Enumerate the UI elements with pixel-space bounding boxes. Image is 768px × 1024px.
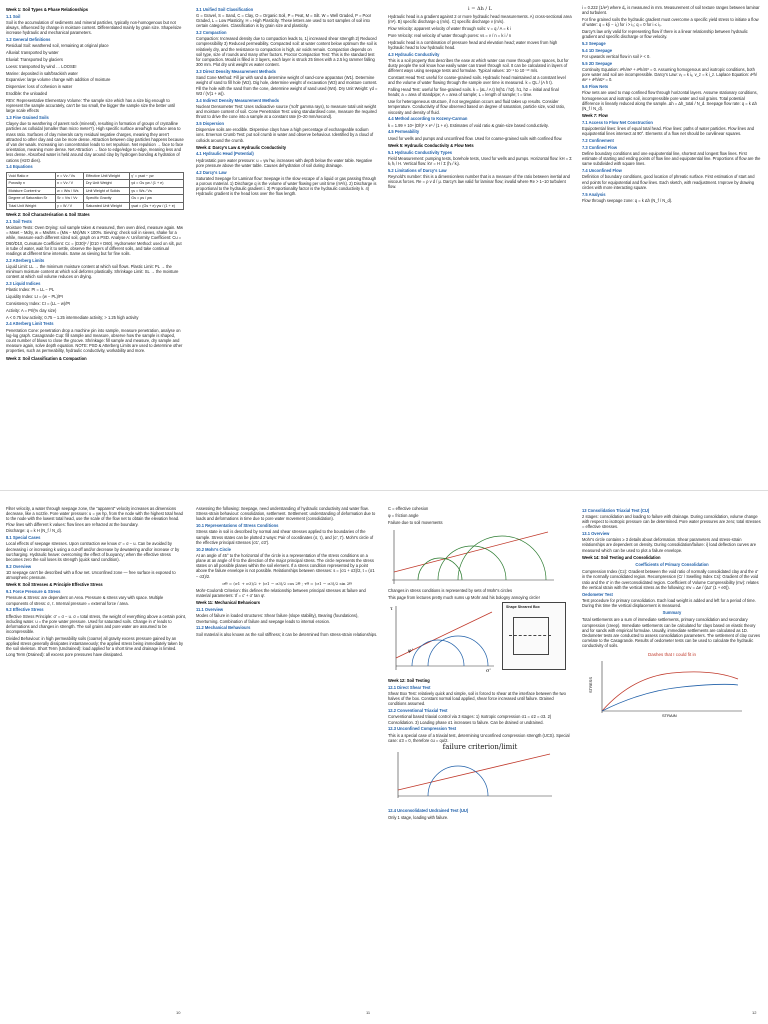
section-conductivity-types-text: Field Measurement: pumping tests, borehole tests, Used for wells and pumps. Horizontal flow: kH = Σ kᵢ hᵢ / H. Vertical flow: kV = H / Σ (hᵢ / kᵢ). [388,155,572,166]
week7-title: Week 7: Flow [582,113,608,119]
section-indices-heading: 2.3 Liquid Indices [6,281,41,287]
falling-head-text: Falling Head Test: useful for fine-grained soils. k = (aL / A t) ln(h1 / h2). h1, h2 = initial and final heads; a = area of standpipe; A = area of sample; L = length of sample; t = time. [388,87,559,98]
section-direct-density-heading: 3.3 Direct Density Measurement Methods [196,68,276,74]
section-confined-flow-text: Define boundary conditions and one equipotential line, shortest and longest flow lines. First estimate of starting and ending points of flow line and equipotential line. Proportions of flow are the same subdivided with square lines. [582,150,761,167]
shear-box-diagram [502,602,566,670]
mohr-circle [428,636,488,666]
coefficients-text: Compression Index (Cc): Gradient between the void ratio of normally consolidated clay and the σ' in the normally consolidated region. Recompression (Cr / Swelling Index Cs): Gradient of the void ratio and the σ' in the overconsolidated region. Coefficient of Volume Compressibility (mv): relates the vertical strain with the vertical stress as the following: mv = Δe / (Δσ' (1 + e0)). [582,569,759,590]
week12-title: Week 12: Soil Testing [388,677,430,683]
sigma-axis-label: σ' [486,667,491,674]
definition-item: Expansive: large volume change with addition of moisture [6,77,111,83]
week1-title: Week 1: Soil Types & Phase Relationships [6,7,88,12]
definition-item: Residual Soil: weathered soil, remaining at original place [6,43,109,49]
text-block: Use for heterogeneous structure, if not segregation occurs and fluid takes up results. Consider temperature. Conductivity of flow observed based on degree of saturation, particle size, void ratio, viscosity and density of fluid. [388,99,566,115]
section-conductivity-types-heading: 5.1 Hydraulic Conductivity Types [388,149,453,155]
mohr-circle [438,546,506,580]
definition-item: Marine: deposited in salt/brackish water [6,70,78,76]
bottom-column-3 [388,506,572,1016]
section-indirect-density-heading: 3.4 Indirect Density Measurement Methods [196,97,280,103]
section-direct-shear-heading: 12.1 Direct Shear Test [388,684,431,690]
section-usc-text: G = Gravel, S = Sand, C = Clay, O = Organic Soil, P = Peat, M = Silt. W = Well Graded, P = Poor Graded, L = Low Plasticity, H = High Plasticity. These letters are used to sort samples of soil into certain categories. Classification is by grain size and plasticity. [196,12,372,29]
top-column-3 [388,5,572,485]
equations-table [6,172,184,211]
definition-item: Loess: transported by wind … LOOSE! [6,63,77,69]
failure-envelope-line [394,532,548,572]
constant-head-text: Constant Head Test: useful for coarse-grained soils. Hydraulic head maintained at a constant level and the volume of water flowing through the sample over time is measured. k = QL / (A h t). [388,75,566,86]
tau-axis-label: τ [390,605,393,612]
section-equations-heading: 1.4 Equations [6,164,33,170]
section-mech-overview-heading: 11.1 Overview [196,607,224,613]
section-direct-density-text: Sand Cone Method: Fill jar with sand & determine weight of sand-cone apparatus (W1). Determine weight of sand to fill hole (W2). Dig hole, determine weight of excavation (W3) and moisture content. Fill the hole with the sand from the cone, determine weight of sand used (W4). Dry Unit Weight: γd = W3 / (V(1 + w)). [196,75,378,96]
section-mech-overview-text: Modes of failure in loaded structures: Shear failure (slope stability), Bearing (foundations), Overturning. Combination of failure and seepage leads to internal erosion. [196,613,359,624]
text-block: Filter velocity, a water through seepage zone, the "apparent" velocity increases as dimensions decrease, like a nozzle. Pore water pressure: u = γw hp, from the node with the highest total head to the node with the lowest total head, use the scale of the flow net to obtain the elevation head. Flow lines with different k values: flow lines are refracted at the boundary. [6,506,183,527]
page-number: 12 [752,1010,757,1015]
section-soil-tests-heading: 2.1 Soil Tests [6,218,32,224]
y-axis-label: STRESS [588,676,593,693]
section-seepage-heading: 5.3 Seepage [582,41,606,46]
failure-label: Failure due to soil movements [388,519,443,525]
friction-angle-label: φ = friction angle [388,512,419,518]
section-dispersion-text: Dispersive soils are erodible. Dispersive clays have a high percentage of exchangeable sodium ions. Emerson Crumb Test: put soil crumb in water and observe behaviour. Identified by a cloud of colloids around the crumb. [196,127,374,143]
section-triaxial-text: Conventional based triaxial control via 3 stages: 1) Isotropic compression σ1 = σ2 = σ3. 2) Consolidation. 3) Loading phase σ1 increases to failure. Can be drained or undrained. [388,714,552,725]
gradient-equation: i = Δh / L [468,6,492,12]
shear-box-title: Shape Sheared Box [506,604,540,609]
text-block: Discharge: q = k H (N_f / N_d). [6,528,63,534]
definition-item: Eluvial: Transported by glaciers [6,56,63,62]
section-cu-overview-text: Mohr's circle contains ≥ 3 details about deformation. Shear parameters and stress-strain relationships are dependent on density. During consolidation/failure: i) load deflection curves are measured which can be used to plot a failure envelope. [582,537,757,553]
section-ucs-text: This is a special case of a triaxial test, determining Unconfined compression strength (UCS). Special case: σ3 = 0, therefore cu = qu/2. [388,732,570,743]
top-column-2 [196,5,378,485]
section-flow-net-construction-text: Equipotential lines: lines of equal total head. Flow lines: paths of water particles. Flow lines and equipotential lines intersect at 90°. Elements of a flow net should be curvilinear squares. [582,126,755,137]
table-row: Porosity n n = Vv / V Dry Unit Weight γd = Gs γw / (1 + e) [7,180,184,188]
section-cu-text: 2 stages: consolidation and loading to failure with drainage. During consolidation, volume change with respect to isotropic pressure can be determined. Pore water pressures are zero; total stresses = effective stresses. [582,513,761,530]
section-flow-nets-text: Flow nets are used to map confined flow through horizontal layers. Assume stationary conditions, homogeneous and isotropic soil, incompressible pore water and soil grains. Total potential difference is linearly reduced along the sample. Δh = Δh_total / N_d. Seepage flow rate: q = k Δh (N_f / N_d). [582,90,758,111]
week5-title: Week 5: Hydraulic Conductivity & Flow Nets [388,142,474,148]
section-ucs-heading: 12.3 Unconfined Compression Test [388,726,457,732]
table-row: Total Unit Weight γ = W / V Saturated Unit Weight γsat = (Gs + e) γw / (1 + e) [7,202,184,210]
table-row: Moisture Content w w = Ww / Ws Unit Weight of Solids γs = Ws / Vs [7,187,184,195]
section-darcy-limitations-heading: 5.2 Limitations of Darcy's Law [388,167,447,173]
section-triaxial-heading: 12.2 Conventional Triaxial Test [388,708,448,714]
mohr-circles-figure [388,526,572,588]
section-direct-shear-text: Shear Box Test: relatively quick and simple, soil is forced to shear at the interface between the two halves of the box. Constant normal load applied, shear force increased until failure. Drained conditions assumed. [388,690,566,707]
section-kozeny-heading: 4.4 Method according to Kozeny-Carman [388,116,468,122]
section-2d-seepage-heading: 5.5 2D Seepage [582,60,613,66]
section-limit-tests-heading: 2.4 Atterberg Limit Tests [6,321,54,327]
section-stress-conditions-text: Stress state in soil is described by normal and shear stresses applied to the boundaries of the sample. Stress states can be plotted 2 ways: Pair of coordinates (σ, τ), and (σ', τ'). Mohr's circle of the effective principal stresses (σ1', σ3'). [196,529,374,545]
section-special-cases-text: Local effects of seepage stresses. Upon contraction we know σ' = σ − u. Can be avoided by decreasing i or increasing k using a cut-off and/or decrease by dewatering and/or increase σ' by surcharging. Hydraulic heave: overcoming the effect of buoyancy; when the effective stress becomes zero the soil loses its strength (quick sand condition). [6,541,180,563]
definition-item: Dispersive: loss of cohesion in water [6,84,73,90]
section-special-cases-heading: 8.1 Special Cases [6,535,41,541]
index-item: Consistency Index: CI = (LL − w)/PI [6,300,71,306]
text-block: i = 0.222 (1/e²) where dₚ is measured in mm. Measurement of soil texture ranges between laminar and turbulent. [582,5,760,16]
index-item: Activity: A = PI/(% clay size) [6,307,57,313]
pore-velocity-text: Pore Velocity: real velocity of water through pores: vs = v / n = k i / n [388,33,512,38]
section-1d-seepage-heading: 5.4 1D Seepage [582,47,613,53]
section-effective-stress-text: Effective Stress Principle: σ' = σ − u. σ = total stress, the weight of everything above a certain point, including water. u = the pore water pressure. Used for saturated soils. Change in σ' leads to deformations and changes in strength. The soil grains and pore water are assumed to be incompressible. [6,613,186,635]
section-atterberg-heading: 2.2 Atterberg Limits [6,257,45,263]
shear-box-split [509,635,551,636]
section-hydraulic-head-heading: 4.1 Hydraulic Head (Potential) [196,151,254,157]
section-1d-seepage-text: For upwards vertical flow in soil iᶜ < 0. [582,53,651,59]
table-row: Degree of Saturation Sr Sr = Vw / Vv Specific Gravity Gs = ρs / ρw [7,195,184,203]
section-mech-behaviours-text: Soil material is also known as the soil stiffness; it can be determined from stress-strain relationships. [196,631,378,637]
section-overview-heading: 8.2 Overview [6,563,32,569]
summary-text: Total settlements are a sum of immediate settlements, primary consolidation and secondary compression (creep). Immediate settlements can be calculated for clays based on elastic theory and for sands with empirical formulae. Usually, immediate settlements are calculated as 1D. Oedometer tests are conducted to assess consolidation parameters. The settlement of clay curves correlate to the Casagrande. Results of oedometer tests can be used to calculate the hydraulic conductivity of soils. [582,617,761,649]
definition-item: Erodible: the unloaded [6,90,47,96]
section-usc-heading: 3.1 Unified Soil Classification [196,6,254,12]
section-confinement-heading: 7.2 Confinement [582,138,614,144]
bottom-column-4 [582,506,762,1016]
coefficients-title: Coefficients of Primary Consolidation [635,561,709,567]
bottom-column-1 [6,506,186,1016]
section-cu-heading: 13 Consolidation Triaxial Test (CU) [582,507,650,513]
page-number: 11 [366,1010,371,1015]
section-mohr-heading: 10.2 Mohr's Circle [196,546,231,552]
figure-caption: Changes in stress conditions is represented by sets of Mohr's circles [388,588,513,594]
bottom-column-2 [196,506,378,1016]
section-analysis-heading: 7.5 Analysis [582,191,606,197]
text-block: Assessing the following: Seepage, need understanding of hydraulic conductivity and water flow. Stress-strain behaviour: consolidation, settlement. Settlement: understanding of deformation due to loads and deformations in time due to pore water movement (consolidation). [196,506,376,522]
index-item: Plastic Index: PI = LL − PL [6,287,55,293]
section-flow-net-construction-heading: 7.1 Access to Flow Net Construction [582,119,653,125]
section-effective-stress-heading: 9.2 Effective Stress [6,607,44,613]
section-conductivity-heading: 4.3 Hydraulic Conductivity [388,51,440,57]
text-block: This page from lectures pretty much sums up Mohr and his bologny annoying circle! [388,595,540,601]
section-force-pressure-heading: 9.1 Force Pressure & Stress [6,589,61,595]
section-flow-nets-heading: 5.6 Flow Nets [582,84,609,90]
mohr-circle [458,536,546,580]
section-hydraulic-head-text: Hydrostatic pore water pressure: u = γw hw, increases with depth below the water table. Negative pore pressure above the water table. Causes dehydration of soil during drainage. [196,157,373,168]
stress-strain-curve [602,684,738,711]
section-force-pressure-text: Pressure & Stress: are dependent on Area. Pressure & stress vary with space. Multiple components of stress: σ, τ. Internal pressure = external force / area. [6,595,164,606]
stress-strain-curve [602,672,738,711]
dashes-figure [582,652,762,722]
section-stress-conditions-heading: 10.1 Representations of Stress Conditions [196,523,279,529]
section-unconfined-flow-heading: 7.4 Unconfined Flow [582,168,622,174]
top-column-1 [6,5,184,485]
text-block: Hydraulic head is a combination of pressure head and elevation head; water moves from high hydraulic head to low hydraulic head. [388,39,558,50]
section-permeability-heading: 4.5 Permeability [388,129,420,135]
week11-title: Week 11: Mechanical Behaviours [196,600,261,606]
flow-velocity-text: Flow Velocity: apparent velocity of water through soils: v = q / A = k i [388,26,511,32]
definitions-list [6,43,184,113]
index-item: A < 0.75 low activity; 0.75 – 1.25 intermediate activity; > 1.25 high activity [6,314,139,320]
section-confined-flow-heading: 7.3 Confined Flow [582,144,618,150]
cohesion-label: C = effective cohesion [388,506,429,511]
section-oedometer-text: Test procedure for primary consolidation. Each load weight is added and left for a period of time. During this time the vertical displacement is measured. [582,597,756,608]
section-limit-tests-text: Penetration Cone: penetration drop a machine pin into sample, measure penetration, analyse on log-log graph. Casagrande Cup: fill sample and measure, observe how the sample is shaped, count number of blows to close the groove. Shrinkage: fill sample and measure, dry sample and measure again, solve depth equation. NOTE: PSD & Atterberg Limits are used to determine other properties, such as permeability, hydraulic conductivity, workability and more. [6,327,183,354]
section-darcy-text: Saturated Seepage for Laminar flow: Seepage is the slow escape of a liquid or gas passing through a porous material. 1) Discharge q is the volume of water flowing per unit time (m³/s). 2) Discharge is proportional to the hydraulic gradient i. 3) Proportionality factor is the hydraulic conductivity k. 4) Hydraulic gradient is the head loss over the flow length. [196,175,377,197]
failure-criterion-svg [388,602,498,674]
definition-item: Alluvial: transported by water [6,50,59,56]
section-soil-text: Soil is the accumulation of sediments and mineral particles, typically non-homogenous but not always, influenced by change in moisture content. Differentiated mainly by grain size. Shape/size increase hydraulic and mechanical parameters. [6,19,182,36]
text-block: For fine grained soils the hydraulic gradient must overcome a specific yield stress to initiate a flow of water: q = k(i − i₀) for i > i₀; q = 0 for i ≤ i₀. [582,17,759,28]
section-cu-overview-heading: 13.1 Overview [582,530,610,536]
week9-title: Week 9: Soil Stresses & Principle Effective Stress [6,582,103,588]
failure-chart-title: failure criterion/limit [442,742,518,751]
section-atterberg-text: Liquid Limit: LL → the minimum moisture content at which soil flows. Plastic Limit: PL → the minimum moisture content at which soil deforms plastically. Shrinkage Limit: SL → the moisture content at which soil volume reduces on drying. [6,263,179,280]
text-block: Mohr-Coulomb Criterion: this defines the relationship between principal stresses at failure and material parameters: τf = c' + σ' tan φ'. [196,588,366,599]
text-block: Divided Behaviour: in high permeability soils (coarse) all gravity excess pressure gained by an applied stress generally dissipates instantaneously; the applied stress being immediately taken by the soil skeleton. Short Term (Undrained): load applied for a short time and drainage is limited. Long Term (Drained): all excess pore pressures have dissipated. [6,635,184,657]
section-soil-heading: 1.1 Soil [6,13,21,19]
section-compaction-heading: 3.2 Compaction [196,29,227,35]
section-permeability-text: Used for wells and pumps and unconfined flow. Used for coarse-grained soils with confined flow. [388,135,563,141]
section-mech-behaviours-heading: 11.2 Mechanical Behaviours [196,625,251,631]
section-uu-text: Only 1 stage, loading with failure. [388,814,449,820]
failure-chart-svg [388,750,558,800]
section-definitions-heading: 1.2 General Definitions [6,37,51,43]
page-number: 10 [176,1010,181,1015]
sheet-divider [0,490,768,491]
definition-item: REV: Representative Elementary Volume: The sample size which has a size big enough to represent the sample accurately, can't be too small, the bigger the sample size the better until large scale effects [6,97,176,114]
section-fine-grained-text: Clayey due to weathering of parent rock (mineral), resulting in formation of groups of crystalline particles as colloidal (smaller than micro meter?). High specific surface area/high surface area to mass ratio. Surfaces of clay minerals carry residual negative charges, meaning they aren't attracted to other clay and can be more dense. Attraction between clay particles happens because of van der waals. Increasing ion concentration leads to net repulsion. Net repulsion → face to face orientation, meaning more dense. Net Attraction → face to edge/edge to edge, meaning less and less dense. Absorbed water is held around clay around clay by hydrogen bonding & hydration of cations (H2O dies). [6,121,184,163]
mohr-equation: σθ = (σ1 + σ3)/2 + (σ1 − σ3)/2 cos 2θ ; τθ = (σ1 − σ3)/2 sin 2θ [222,580,352,586]
section-unconfined-flow-text: Definition of boundary conditions, good location of phreatic surface. First estimation of start and end points for equipotential and flow lines. Each sketch, with readjustment. Improve by drawing circles with more interacting square. [582,174,755,190]
shear-box-body [513,617,549,655]
mohr-circles-svg [388,526,558,586]
week14-title: Week 14: Soil Testing and Consolidation [582,554,661,560]
text-block: Hydraulic head is a gradient against 2 or more hydraulic head measurements. A) cross-sectional area (m²). B) specific discharge q (m/s). C) specific discharge v (m/s). [388,14,572,25]
week2-title: Week 2: Soil Characterisation & Soil States [6,212,90,218]
section-indirect-density-text: Nuclear Densometer Test: Uses radioactive source ('soft' gamma rays), to measure total unit weight and moisture content of soil. Cone Penetration Test: using standardised cone, measure the required thrust to drive the cone into a sample at a constant rate (0–20 mm/second). [196,103,377,120]
top-column-4 [582,5,762,485]
section-soil-tests-text: Moisture Tests: Oven Drying: soil sample taken & measured, then oven dried, measure again. Mw = Mwet − Mdry, w = Mw/Ms = (Mw − Ms)/Ms × 100%. Sieving: check soil in sieves, shake for a while, measure each different sized soil, graph on a PSD. Analyse A: Uniformity Coefficient: Cu = D60/D10, Curvature Coefficient: Cc = (D30)² / (D10 × D60). Hydrometer Method: used on silt, put in tube of water, wait for it to settle, observe the layers of different soils, and take continual readings at different time intervals. Same as sieving but for fine soils. [6,224,183,256]
summary-title: Summary [662,610,682,616]
week4-title: Week 4: Darcy's Law & Hydraulic Conductivity [196,144,287,150]
section-dispersion-heading: 3.5 Dispersion [196,120,224,126]
section-darcy-limitations-text: Reynold's number: this is a dimensionless number that is a measure of the ratio between inertial and viscous forces. Re = ρ v d / μ. Darcy's law valid for laminar flow; invalid where Re > 1–10 turbulent flow. [388,173,570,190]
section-fine-grained-heading: 1.3 Fine Grained Soils [6,114,49,120]
table-row: Void Ratio e e = Vv / Vs Effective Unit Weight γ' = γsat − γw [7,172,184,180]
section-compaction-text: Compaction: Increased density due to compaction leads to, 1) increased shear strength 2) Reduced compressibility 3) Reduced permeability. Compacted soil: at water content below optimum the soil is relatively dry, and the resistance to compaction is high, air voids remain. Compaction depends on soil type, size of rounds and many other factors. Proctor Compaction Test: This is the standard test for compaction. Mould is filled in 3 layers, each layer is struck 25 times with a 2.5 kg rammer falling 300 mm. Plot dry unit weight vs water content. [196,36,377,68]
section-mohr-text: At an angle of 45° to the horizontal of the circle is a representation of the stress conditions on a plane at an angle of θ to the direction of the major principal stress. The circle represents the stress states on all possible planes within the soil element. If a stress condition represented by a point above the failure envelope is not possible. Relationships between stresses: s = (σ1 + σ3)/2, t = (σ1 − σ3)/2. [196,552,375,579]
section-darcy-heading: 4.2 Darcy's Law [196,169,227,175]
stress-strain-svg [582,657,752,717]
failure-chart [388,742,572,807]
text-block: Darcy's law only valid for representing flow if there is a linear relationship between hydraulic gradient and specific discharge or flow velocity. [582,29,748,40]
x-axis-label: STRAIN [662,712,677,717]
failure-envelope-line [398,754,550,790]
failure-criterion-figure [388,602,572,676]
section-analysis-text: Flow through seepage zone: q = k Δh (N_f / N_d). [582,197,673,203]
dashes-caption: Dashes that I could fit in [647,651,697,657]
section-conductivity-text: This is a soil property that describes the ease at which water can move through pore spaces, but for dusty people the soil know how easily water can travel through soil. It can be calculated in layers of different ways using seepage tests and formulae. Typical values: 10⁻¹ to 10⁻¹⁰ m/s. [388,58,569,74]
section-kozeny-text: k = 1.99 × 10⁴ (Dh)² × e³ / (1 + e). Estimates of void ratio & grain-size based conductivity. [388,122,549,128]
section-2d-seepage-text: Continuity Equation: ∂²h/∂x² + ∂²h/∂z² = 0. Assuming homogenous and isotropic conditions, both pore water and soil are incompressible. Darcy's Law: vₓ = k iₓ, v_z = k i_z. Laplace Equation: ∂²h/∂x² + ∂²h/∂z² = 0. [582,66,758,83]
section-uu-heading: 12.4 Unconsolidated Undrained Test (UU) [388,808,469,814]
week3-title: Week 3: Soil Classification & Compaction [6,355,87,361]
section-overview-text: 1D seepage can't be described with a flow net. Unconfined zone — free surface is exposed to atmospheric pressure. [6,570,176,581]
phi-label: φ' [408,647,413,654]
section-oedometer-heading: Oedometer Test [582,591,613,597]
index-item: Liquidity Index: LI = (w − PL)/PI [6,294,63,300]
